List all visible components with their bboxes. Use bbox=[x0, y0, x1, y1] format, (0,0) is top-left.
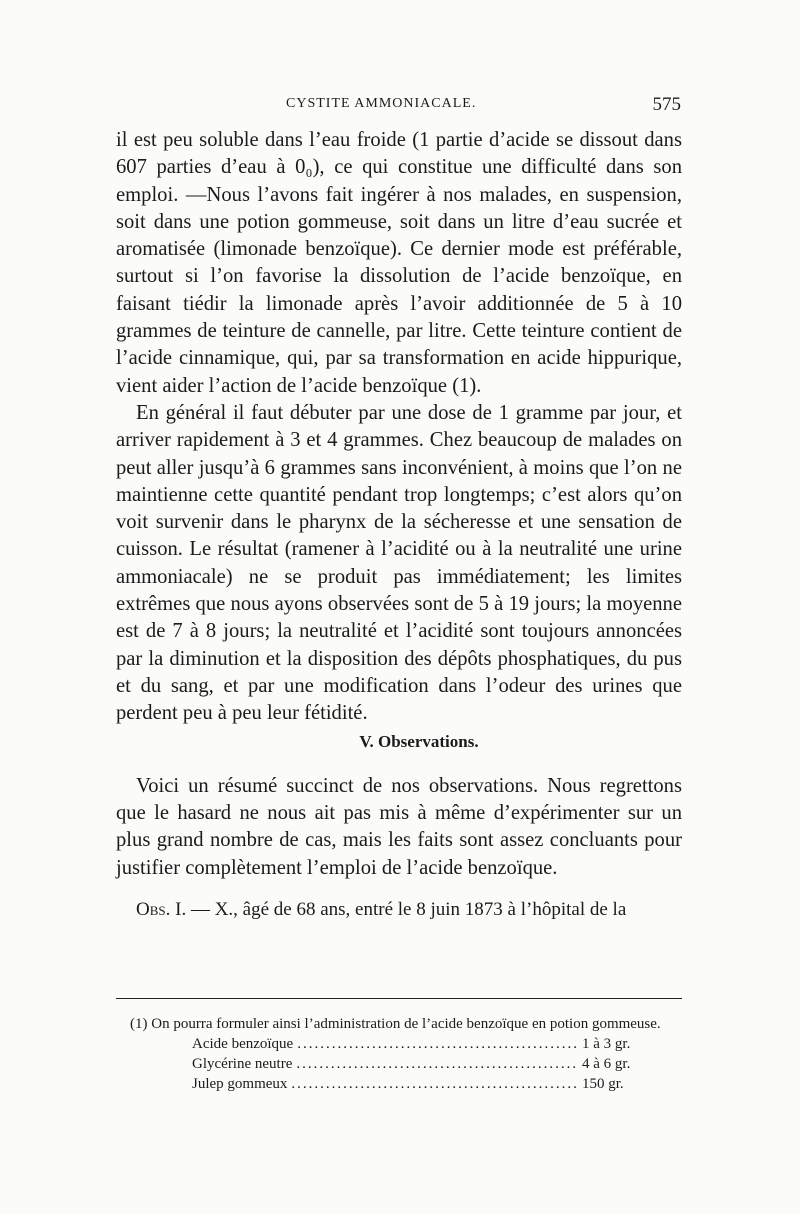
leader-dots bbox=[297, 1034, 578, 1054]
recipe-ingredient: Julep gommeux bbox=[192, 1076, 288, 1092]
section-gap bbox=[116, 755, 682, 773]
recipe-ingredient: Glycérine neutre bbox=[192, 1056, 293, 1072]
recipe-quantity: 1 à 3 gr. bbox=[582, 1036, 631, 1052]
recipe-table bbox=[192, 1034, 662, 1094]
paragraph-dosage: En général il faut débuter par une dose de 1 gramme par jour, et arriver rapidement à 3 et 4 grammes. Chez beaucoup de malades on peut aller jusqu’à 6 grammes sans inconvénient, à moins que l’on ne maintienne cette quantité pendant trop longtemps; c’est alors qu’on voit survenir dans le pharynx de la sécheresse et une sensation de cuisson. Le résultat (ramener à l’acidité ou à la neutralité une urine ammoniacale) ne se produit pas immédiatement; les limites extrêmes que nous ayons observées sont de 5 à 19 jours; la moyenne est de 7 à 8 jours; la neutralité et l’acidité sont toujours annoncées par la diminution et la disposition des dépôts phosphatiques, du pus et du sang, et par une modification dans l’odeur des urines que perdent peu à peu leur fétidité. bbox=[116, 401, 682, 725]
observation-text: — X., âgé de 68 ans, entré le 8 juin 1873 à l’hôpital de la bbox=[186, 899, 627, 921]
recipe-quantity: 4 à 6 gr. bbox=[582, 1056, 631, 1072]
observation-label: Obs. I. bbox=[136, 899, 187, 921]
page-number: 575 bbox=[652, 94, 681, 115]
recipe-row bbox=[192, 1034, 662, 1054]
paragraph-continuation: il est peu soluble dans l’eau froide (1 partie d’acide se dissout dans 607 parties d’eau à 0₀), ce qui constitue une difficulté dans son emploi. —Nous l’avons fait ingérer à nos malades, en suspension, soit dans une potion gommeuse, soit dans un litre d’eau sucrée et aromatisée (limonade benzoïque). Ce dernier mode est préférable, surtout si l’on favorise la dissolution de l’acide benzoïque, en faisant tiédir la limonade après l’avoir additionnée de 5 à 10 grammes de teinture de cannelle, par litre. Cette teinture contient de l’acide cinnamique, qui, par sa transformation en acide hippurique, vient aider l’action de l’acide benzoïque (1). bbox=[116, 129, 682, 397]
section-title: V. Observations. bbox=[359, 731, 479, 751]
footnote-rule bbox=[116, 998, 682, 999]
footnote-text: (1) On pourra formuler ainsi l’administration de l’acide benzoïque en potion gommeuse. bbox=[130, 1016, 661, 1032]
observation-line bbox=[116, 896, 682, 923]
recipe-row bbox=[192, 1074, 662, 1094]
body-text bbox=[116, 127, 682, 923]
recipe-ingredient: Acide benzoïque bbox=[192, 1036, 294, 1052]
recipe-row bbox=[192, 1054, 662, 1074]
leader-dots bbox=[296, 1054, 578, 1074]
paragraph-observations-intro: Voici un résumé succinct de nos observations. Nous regrettons que le hasard ne nous ait pas mis à même d’expérimenter sur un plus grand nombre de cas, mais les faits sont assez concluants pour justifier complètement l’emploi de l’acide benzoïque. bbox=[116, 774, 682, 879]
page-header bbox=[116, 94, 681, 120]
footnote bbox=[116, 1014, 682, 1094]
leader-dots bbox=[291, 1074, 578, 1094]
recipe-quantity: 150 gr. bbox=[582, 1076, 624, 1092]
running-title: CYSTITE AMMONIACALE. bbox=[286, 96, 477, 111]
